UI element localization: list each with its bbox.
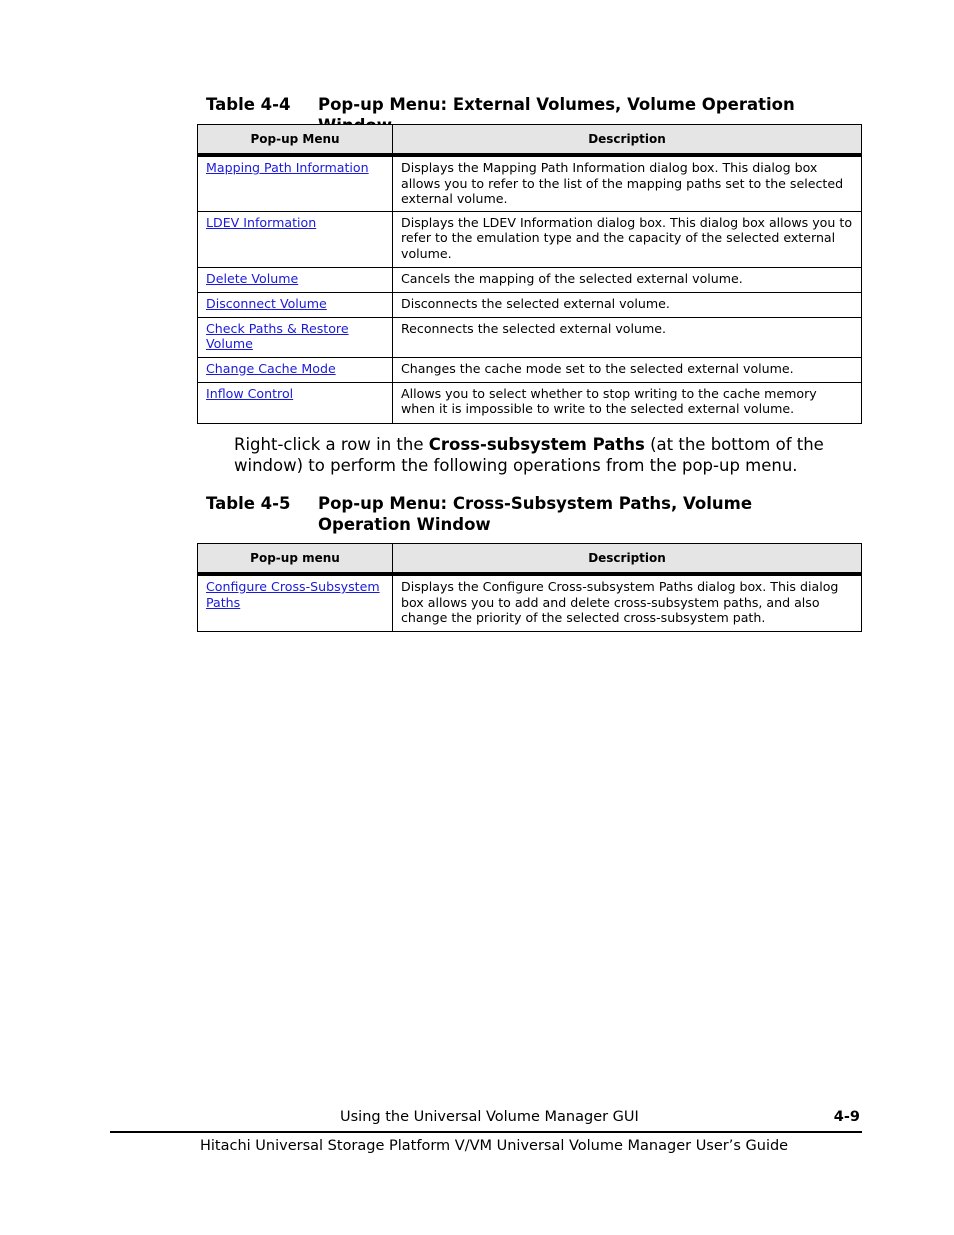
table-row: [198, 317, 862, 357]
description-cell: Displays the LDEV Information dialog box. This dialog box allows you to refer to the emulation type and the capacity of the selected external volume.: [393, 211, 862, 267]
instruction-paragraph: [234, 434, 844, 476]
description-cell: Disconnects the selected external volume.: [393, 292, 862, 317]
table-number: Table 4-4: [206, 95, 291, 114]
footer-section-title: Using the Universal Volume Manager GUI: [340, 1109, 639, 1125]
menu-item-cell: [198, 267, 393, 292]
menu-item-cell: [198, 292, 393, 317]
column-header-description: Description: [393, 544, 862, 575]
popup-menu-cross-subsystem-table: [197, 543, 862, 632]
table-row: [198, 267, 862, 292]
popup-menu-external-volumes-table: [197, 124, 862, 424]
menu-item-cell: [198, 317, 393, 357]
table-row: [198, 292, 862, 317]
table-header-row: [198, 125, 862, 156]
footer-guide-title: Hitachi Universal Storage Platform V/VM Universal Volume Manager User’s Guide: [200, 1138, 789, 1154]
table-title: Pop-up Menu: External Volumes, Volume Operation: [318, 95, 795, 114]
table-header-row: [198, 544, 862, 575]
paragraph-text: (at the bottom of the window) to perform the following operations from the pop-up menu.: [234, 435, 824, 475]
description-cell: Displays the Configure Cross-subsystem Paths dialog box. This dialog box allows you to add and delete cross-subsystem paths, and also change the priority of the selected cross-subsystem path.: [393, 574, 862, 631]
menu-item-cell: [198, 382, 393, 423]
description-cell: Changes the cache mode set to the selected external volume.: [393, 357, 862, 382]
description-cell: Allows you to select whether to stop writing to the cache memory when it is impossible to write to the selected external volume.: [393, 382, 862, 423]
table-title: Pop-up Menu: Cross-Subsystem Paths, Volume Operation Window: [318, 494, 753, 534]
link-change-cache-mode[interactable]: Change Cache Mode: [206, 360, 336, 376]
description-cell: Cancels the mapping of the selected external volume.: [393, 267, 862, 292]
link-mapping-path-information[interactable]: Mapping Path Information: [206, 160, 369, 175]
table-row: [198, 155, 862, 211]
link-disconnect-volume[interactable]: Disconnect Volume: [206, 295, 327, 311]
table-row: [198, 211, 862, 267]
paragraph-bold-term: Cross-subsystem Paths: [428, 435, 645, 454]
menu-item-cell: [198, 211, 393, 267]
link-delete-volume[interactable]: Delete Volume: [206, 270, 299, 286]
link-ldev-information[interactable]: LDEV Information: [206, 214, 317, 230]
menu-item-cell: [198, 357, 393, 382]
link-configure-cross-subsystem-paths[interactable]: Configure Cross-Subsystem Paths: [206, 579, 380, 610]
table-row: [198, 382, 862, 423]
link-inflow-control[interactable]: Inflow Control: [206, 385, 294, 401]
description-cell: Reconnects the selected external volume.: [393, 317, 862, 357]
table-row: [198, 574, 862, 631]
menu-item-cell: [198, 155, 393, 211]
table-row: [198, 357, 862, 382]
column-header-description: Description: [393, 125, 862, 156]
menu-item-cell: [198, 574, 393, 631]
paragraph-text: Right-click a row in the: [234, 435, 429, 454]
table-caption-4-5: [206, 493, 846, 535]
column-header-popup-menu: Pop-up Menu: [198, 125, 393, 156]
table-number: Table 4-5: [206, 494, 291, 513]
column-header-popup-menu: Pop-up menu: [198, 544, 393, 575]
link-check-paths-restore-volume[interactable]: Check Paths & Restore Volume: [206, 320, 349, 351]
footer-divider: [110, 1131, 862, 1133]
description-cell: Displays the Mapping Path Information dialog box. This dialog box allows you to refer to the list of the mapping paths set to the selected external volume.: [393, 155, 862, 211]
page-number: 4-9: [833, 1109, 860, 1125]
